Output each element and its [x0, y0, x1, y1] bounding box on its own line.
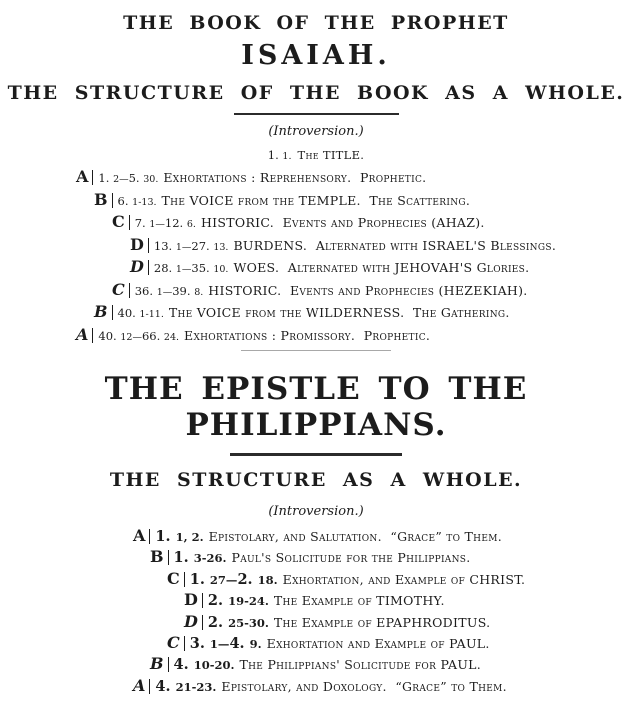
structure-description: Paul's Solicitude for the Philippians.	[231, 550, 471, 566]
structure-description: Exhortation, and Example of CHRIST.	[282, 571, 526, 587]
structure-row	[0, 325, 632, 348]
member-bar-icon	[202, 615, 203, 630]
chapter-number: 40.	[98, 328, 121, 343]
member-bar-icon	[202, 593, 203, 608]
philippians-structure-list	[0, 526, 632, 697]
structure-row	[0, 302, 632, 325]
verse-number: 10-20.	[193, 658, 235, 673]
scripture-reference	[135, 284, 204, 298]
member-bar-icon	[112, 193, 113, 208]
chapter-number: 2.	[237, 570, 258, 588]
verse-number: 18.	[257, 572, 278, 587]
structure-description: WOES. Alternated with JEHOVAH'S Glories.	[233, 260, 530, 275]
structure-letter: B	[150, 654, 164, 674]
structure-letter: C	[167, 633, 180, 653]
structure-description: The Example of EPAPHRODITUS.	[273, 614, 491, 630]
verse-number: 1—	[209, 637, 230, 652]
structure-row	[0, 547, 632, 568]
structure-row	[0, 167, 632, 190]
structure-description: Exhortations : Promissory. Prophetic.	[184, 327, 431, 343]
structure-row	[0, 235, 632, 258]
structure-letter: A	[133, 675, 146, 695]
structure-letter: C	[112, 212, 125, 231]
verse-number: 8.	[194, 286, 204, 298]
structure-letter: B	[94, 189, 108, 209]
structure-description: BURDENS. Alternated with ISRAEL'S Blessings.	[233, 237, 557, 253]
scripture-reference	[189, 570, 278, 588]
isaiah-title-row	[0, 148, 632, 162]
member-bar-icon	[184, 636, 185, 651]
structure-description: The Example of TIMOTHY.	[273, 593, 445, 609]
verse-number: 1, 2.	[175, 530, 204, 544]
scripture-reference	[154, 239, 229, 253]
isaiah-subtitle: THE STRUCTURE OF THE BOOK AS A WHOLE.	[7, 82, 625, 104]
structure-letter: D	[184, 611, 198, 631]
title-row-verse: 1.	[282, 151, 298, 162]
structure-letter: A	[76, 167, 89, 186]
structure-row	[0, 633, 632, 654]
scripture-reference	[98, 171, 158, 185]
chapter-number: 66.	[141, 328, 164, 343]
isaiah-heading-main: ISAIAH.	[241, 40, 391, 71]
structure-row	[0, 257, 632, 280]
structure-letter: A	[133, 526, 146, 545]
member-bar-icon	[149, 529, 150, 544]
chapter-number: 6.	[117, 193, 133, 208]
member-bar-icon	[148, 238, 149, 253]
structure-row	[0, 190, 632, 213]
structure-row	[0, 526, 632, 547]
chapter-number: 5.	[128, 171, 144, 185]
chapter-number: 39.	[172, 283, 195, 298]
scripture-reference	[155, 677, 217, 695]
structure-description: Exhortations : Reprehensory. Prophetic.	[163, 170, 427, 185]
isaiah-heading-small: THE BOOK OF THE PROPHET	[123, 12, 509, 34]
verse-number: 19-24.	[228, 594, 269, 609]
verse-number: 1-11.	[139, 309, 164, 320]
chapter-number: 4.	[229, 635, 250, 653]
structure-row	[0, 280, 632, 303]
divider-rule	[234, 113, 399, 115]
member-bar-icon	[92, 170, 93, 185]
verse-number: 9.	[249, 637, 262, 652]
chapter-number: 27.	[191, 238, 214, 253]
philippians-section	[0, 371, 632, 697]
scripture-reference	[207, 613, 269, 631]
divider-rule	[230, 453, 402, 456]
verse-number: 1—	[156, 286, 173, 298]
philippians-structure-type: (Introversion.)	[268, 504, 364, 519]
verse-number: 13.	[213, 241, 229, 253]
structure-description: HISTORIC. Events and Prophecies (AHAZ).	[200, 215, 485, 230]
structure-letter: B	[150, 547, 164, 567]
structure-row	[0, 590, 632, 611]
structure-row	[0, 569, 632, 590]
member-bar-icon	[184, 572, 185, 587]
structure-letter: A	[76, 324, 89, 344]
scripture-reference	[154, 261, 229, 275]
isaiah-structure-list	[0, 167, 632, 347]
structure-description: Epistolary, and Salutation. “Grace” to Them.	[208, 529, 502, 544]
structure-row	[0, 676, 632, 697]
structure-letter: D	[130, 257, 144, 276]
verse-number: 3-26.	[193, 551, 227, 566]
chapter-number: 1.	[98, 171, 114, 185]
member-bar-icon	[129, 215, 130, 230]
verse-number: 10.	[213, 264, 229, 275]
verse-number: 2—	[113, 174, 129, 185]
structure-description: The VOICE from the TEMPLE. The Scattering.	[161, 192, 471, 208]
verse-number: 25-30.	[228, 615, 269, 630]
structure-letter: B	[94, 302, 108, 321]
scripture-reference	[208, 594, 269, 608]
verse-number: 21-23.	[175, 679, 217, 694]
scripture-reference	[118, 306, 164, 320]
chapter-number: 35.	[191, 261, 214, 275]
chapter-number: 2.	[207, 592, 229, 610]
verse-number: 27—	[209, 572, 238, 587]
verse-number: 1-13.	[132, 196, 157, 208]
structure-letter: D	[130, 234, 144, 254]
structure-description: Epistolary, and Doxology. “Grace” to Them.	[221, 678, 507, 694]
scripture-reference	[174, 551, 227, 565]
chapter-number: 28.	[153, 261, 176, 275]
member-bar-icon	[92, 328, 93, 343]
member-bar-icon	[149, 679, 150, 694]
verse-number: 12—	[120, 331, 142, 343]
title-row-text: The TITLE.	[297, 148, 365, 162]
structure-letter: C	[167, 568, 180, 588]
chapter-number: 4.	[173, 656, 194, 674]
chapter-number: 12.	[164, 216, 187, 230]
scripture-reference	[190, 637, 262, 651]
structure-row	[0, 654, 632, 675]
member-bar-icon	[168, 550, 169, 565]
structure-letter: D	[184, 590, 198, 610]
chapter-number: 3.	[189, 635, 210, 653]
isaiah-structure-type: (Introversion.)	[268, 124, 364, 139]
philippians-heading-main: THE EPISTLE TO THE PHILIPPIANS.	[104, 371, 528, 443]
verse-number: 1—	[149, 219, 165, 230]
chapter-number: 36.	[134, 283, 157, 298]
chapter-number: 13.	[153, 238, 176, 253]
scripture-reference	[155, 530, 203, 544]
member-bar-icon	[168, 657, 169, 672]
structure-row	[0, 612, 632, 633]
structure-row	[0, 212, 632, 235]
scripture-reference	[118, 194, 157, 208]
section-end-rule	[241, 350, 391, 351]
chapter-number: 1.	[173, 549, 194, 567]
chapter-number: 7.	[134, 216, 150, 230]
scripture-reference	[174, 658, 235, 672]
chapter-number: 1.	[189, 570, 210, 588]
member-bar-icon	[148, 260, 149, 275]
philippians-subtitle: THE STRUCTURE AS A WHOLE.	[109, 469, 523, 491]
chapter-number: 1.	[155, 528, 176, 545]
chapter-number: 2.	[207, 613, 229, 631]
chapter-number: 40.	[117, 306, 140, 320]
structure-description: Exhortation and Example of PAUL.	[266, 636, 490, 652]
verse-number: 1—	[175, 241, 192, 253]
scripture-reference	[135, 216, 196, 230]
verse-number: 6.	[186, 219, 196, 230]
verse-number: 1—	[175, 264, 192, 275]
member-bar-icon	[129, 283, 130, 298]
isaiah-section	[0, 0, 632, 351]
structure-letter: C	[112, 279, 125, 299]
verse-number: 30.	[143, 174, 159, 185]
structure-description: HISTORIC. Events and Prophecies (HEZEKIAH).	[208, 282, 528, 298]
member-bar-icon	[112, 305, 113, 320]
verse-number: 24.	[163, 331, 180, 343]
structure-description: The Philippians' Solicitude for PAUL.	[239, 657, 482, 673]
title-row-chapter: 1.	[267, 148, 283, 162]
chapter-number: 4.	[155, 677, 176, 695]
structure-description: The VOICE from the WILDERNESS. The Gathering.	[168, 305, 510, 320]
scripture-reference	[98, 329, 179, 343]
